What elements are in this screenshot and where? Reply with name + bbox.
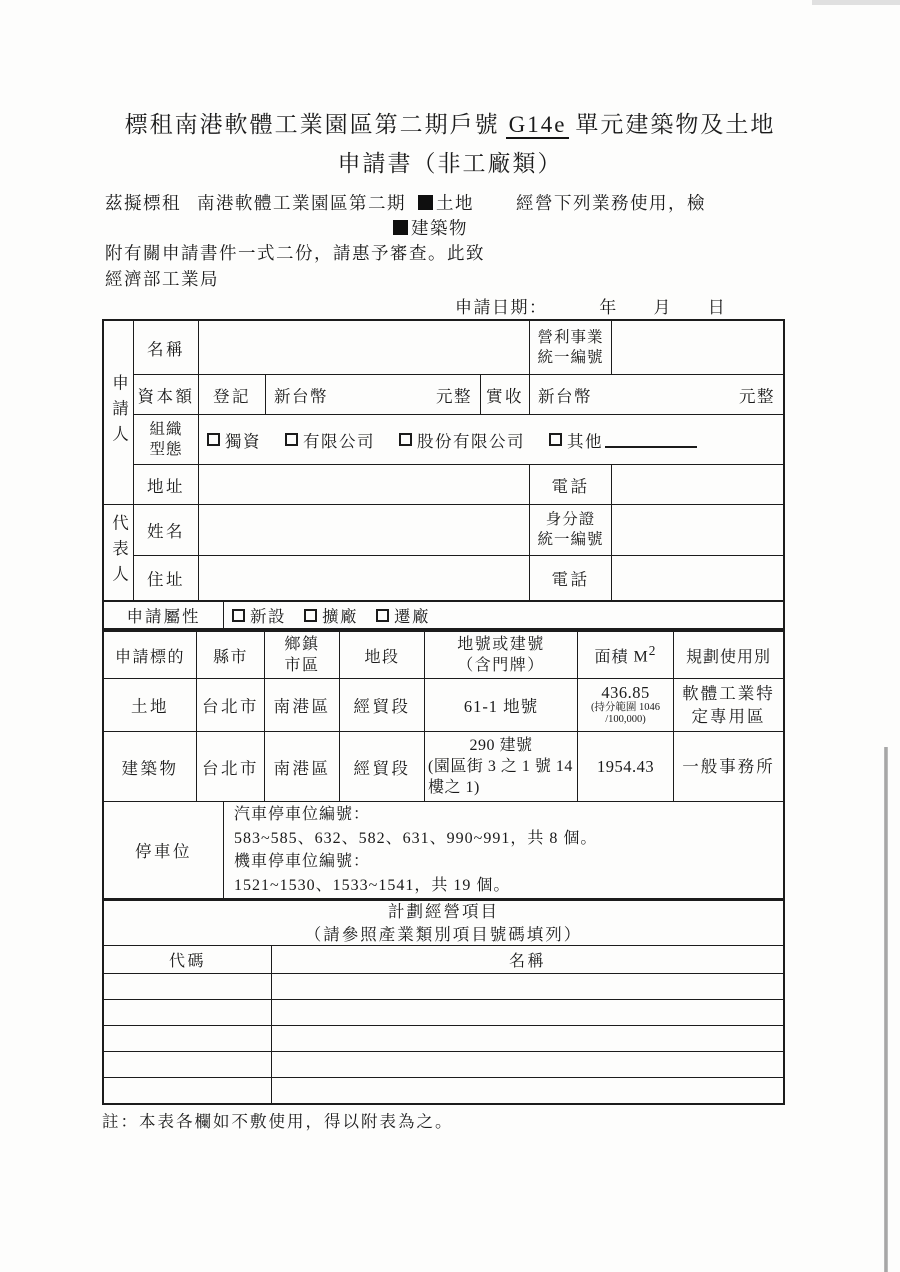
applicant-address-row bbox=[134, 465, 783, 505]
scan-artifact-right-edge bbox=[884, 747, 888, 1272]
empty-checkbox-icon[interactable] bbox=[399, 433, 412, 446]
land-option-label: 土地 bbox=[436, 193, 474, 213]
name-label: 名稱 bbox=[134, 321, 199, 374]
applicant-phone-input[interactable] bbox=[612, 465, 783, 504]
organization-type-options bbox=[199, 415, 783, 464]
subject-header-row bbox=[104, 632, 783, 679]
option-company-limited-by-shares[interactable]: 股份有限公司 bbox=[399, 428, 525, 452]
yuan-label: 元整 bbox=[436, 386, 472, 406]
intro-line-1 bbox=[105, 190, 706, 215]
applicant-table bbox=[102, 319, 785, 630]
other-fill-in-line[interactable] bbox=[605, 431, 697, 448]
land-district: 南港區 bbox=[265, 679, 340, 731]
name-header: 名稱 bbox=[508, 953, 546, 970]
car-parking-title: 汽車停車位編號： bbox=[234, 806, 371, 823]
code-header: 代碼 bbox=[104, 946, 272, 973]
application-attribute-label: 申請屬性 bbox=[104, 602, 224, 628]
option-sole-proprietorship[interactable]: 獨資 bbox=[207, 428, 261, 452]
personal-id-label: 身分證 統一編號 bbox=[530, 505, 612, 555]
code-input[interactable] bbox=[104, 1026, 272, 1051]
page-title-line2: 申請書（非工廠類） bbox=[337, 151, 563, 176]
empty-checkbox-icon[interactable] bbox=[285, 433, 298, 446]
business-id-input[interactable] bbox=[612, 321, 783, 374]
business-plan-title: 計劃經營項目 （請參照產業類別項目號碼填列） bbox=[304, 902, 583, 944]
land-county: 台北市 bbox=[197, 679, 265, 731]
business-id-label: 營利事業 統一編號 bbox=[530, 321, 612, 374]
land-option-selected[interactable] bbox=[418, 190, 474, 215]
title-post: 單元建築物及土地 bbox=[575, 112, 776, 137]
code-input[interactable] bbox=[104, 1078, 272, 1103]
parking-row bbox=[104, 802, 783, 899]
year-label: 年 bbox=[599, 298, 618, 317]
district-header: 鄉鎮 市區 bbox=[265, 632, 340, 678]
organization-type-row bbox=[134, 415, 783, 465]
unit-code: G14e bbox=[506, 112, 570, 139]
plan-empty-row bbox=[104, 974, 783, 1000]
recipient-agency: 經濟部工業局 bbox=[105, 269, 219, 289]
building-planned-use: 一般事務所 bbox=[682, 757, 775, 776]
applicant-name-row bbox=[134, 321, 783, 375]
plan-empty-row bbox=[104, 1078, 783, 1103]
capital-row bbox=[134, 375, 783, 415]
subject-table bbox=[102, 630, 785, 1105]
empty-checkbox-icon[interactable] bbox=[232, 609, 245, 622]
name-input[interactable] bbox=[272, 1000, 783, 1025]
land-row bbox=[104, 679, 783, 732]
name-input[interactable] bbox=[272, 1052, 783, 1077]
empty-checkbox-icon[interactable] bbox=[549, 433, 562, 446]
option-plant-relocation[interactable]: 遷廠 bbox=[376, 603, 430, 627]
code-input[interactable] bbox=[104, 1052, 272, 1077]
applicant-name-input[interactable] bbox=[199, 321, 530, 374]
empty-checkbox-icon[interactable] bbox=[304, 609, 317, 622]
moto-parking-numbers: 1521~1530、1533~1541，共 19 個。 bbox=[234, 876, 511, 894]
applicant-group-label: 申請人 bbox=[104, 321, 133, 505]
intro-seg3: 經營下列業務使用，檢 bbox=[516, 193, 706, 213]
phone-label: 電話 bbox=[530, 556, 612, 600]
option-other[interactable]: 其他 bbox=[549, 428, 697, 452]
business-plan-title-row bbox=[104, 899, 783, 946]
building-district: 南港區 bbox=[265, 732, 340, 801]
code-input[interactable] bbox=[104, 974, 272, 999]
paid-in-capital-input[interactable] bbox=[530, 375, 783, 414]
building-option-label: 建築物 bbox=[411, 218, 468, 238]
subject-target-header: 申請標的 bbox=[104, 632, 197, 678]
name-input[interactable] bbox=[272, 1026, 783, 1051]
intro-seg2: 南港軟體工業園區第二期 bbox=[197, 193, 406, 213]
empty-checkbox-icon[interactable] bbox=[207, 433, 220, 446]
group-label-column bbox=[104, 321, 134, 600]
parcel-header: 地號或建號 （含門牌） bbox=[425, 632, 578, 678]
registered-capital-input[interactable] bbox=[266, 375, 481, 414]
land-planned-use: 軟體工業特定專用區 bbox=[682, 684, 775, 726]
capital-label: 資本額 bbox=[134, 375, 199, 414]
plan-header-row bbox=[104, 946, 783, 974]
plan-empty-row bbox=[104, 1000, 783, 1026]
registered-label: 登記 bbox=[199, 375, 266, 414]
option-limited-company[interactable]: 有限公司 bbox=[285, 428, 375, 452]
checked-checkbox-icon bbox=[418, 195, 433, 210]
rep-phone-input[interactable] bbox=[612, 556, 783, 600]
building-label: 建築物 bbox=[104, 732, 197, 801]
name-input[interactable] bbox=[272, 1078, 783, 1103]
building-option-selected[interactable] bbox=[393, 215, 468, 240]
address-label: 地址 bbox=[134, 465, 199, 504]
date-label: 申請日期： bbox=[455, 298, 548, 317]
rep-name-input[interactable] bbox=[199, 505, 530, 555]
county-header: 縣市 bbox=[197, 632, 265, 678]
representative-name-row bbox=[134, 505, 783, 556]
option-new-establishment[interactable]: 新設 bbox=[232, 603, 286, 627]
day-label: 日 bbox=[707, 298, 727, 317]
building-area: 1954.43 bbox=[578, 732, 674, 801]
residence-row bbox=[134, 556, 783, 600]
building-row bbox=[104, 732, 783, 802]
intro-seg1: 茲擬標租 bbox=[105, 193, 181, 213]
empty-checkbox-icon[interactable] bbox=[376, 609, 389, 622]
title-pre: 標租南港軟體工業園區第二期戶號 bbox=[124, 112, 500, 137]
representative-group-label: 代表人 bbox=[109, 514, 129, 591]
planned-use-header: 規劃使用別 bbox=[685, 648, 771, 666]
building-section: 經貿段 bbox=[340, 732, 425, 801]
rep-name-label: 姓名 bbox=[134, 505, 199, 555]
scan-artifact-top bbox=[812, 0, 900, 5]
ntd-label: 新台幣 bbox=[274, 386, 328, 406]
residence-input[interactable] bbox=[199, 556, 530, 600]
land-label: 土地 bbox=[104, 679, 197, 731]
checked-checkbox-icon bbox=[393, 220, 408, 235]
month-label: 月 bbox=[653, 298, 672, 317]
application-date-line bbox=[455, 293, 726, 318]
land-area: 436.85 (持分範圍 1046 /100,000) bbox=[578, 679, 674, 731]
application-attribute-options bbox=[224, 602, 783, 628]
organization-type-label: 組織 型態 bbox=[134, 415, 199, 464]
page-title-line1 bbox=[0, 106, 900, 139]
land-parcel: 61-1 地號 bbox=[425, 679, 578, 731]
name-input[interactable] bbox=[272, 974, 783, 999]
section-header: 地段 bbox=[340, 632, 425, 678]
footnote: 註：本表各欄如不敷使用，得以附表為之。 bbox=[102, 1112, 454, 1131]
paid-in-label: 實收 bbox=[481, 375, 530, 414]
plan-empty-row bbox=[104, 1026, 783, 1052]
applicant-address-input[interactable] bbox=[199, 465, 530, 504]
application-attribute-row bbox=[104, 600, 783, 628]
personal-id-input[interactable] bbox=[612, 505, 783, 555]
area-header: 面積 $M^2$ bbox=[578, 632, 674, 678]
code-input[interactable] bbox=[104, 1000, 272, 1025]
building-county: 台北市 bbox=[197, 732, 265, 801]
moto-parking-title: 機車停車位編號： bbox=[234, 853, 371, 870]
yuan-label: 元整 bbox=[739, 386, 775, 406]
land-section: 經貿段 bbox=[340, 679, 425, 731]
plan-empty-row bbox=[104, 1052, 783, 1078]
building-parcel: 290 建號 (園區街 3 之 1 號 14 樓之 1) bbox=[425, 732, 578, 801]
car-parking-numbers: 583~585、632、582、631、990~991，共 8 個。 bbox=[234, 829, 598, 847]
phone-label: 電話 bbox=[530, 465, 612, 504]
residence-label: 住址 bbox=[134, 556, 199, 600]
ntd-label: 新台幣 bbox=[538, 386, 592, 406]
parking-details bbox=[224, 802, 783, 898]
option-plant-expansion[interactable]: 擴廠 bbox=[304, 603, 358, 627]
parking-label: 停車位 bbox=[104, 802, 224, 898]
intro-line-2: 附有關申請書件一式二份，請惠予審查。此致 bbox=[105, 243, 485, 263]
